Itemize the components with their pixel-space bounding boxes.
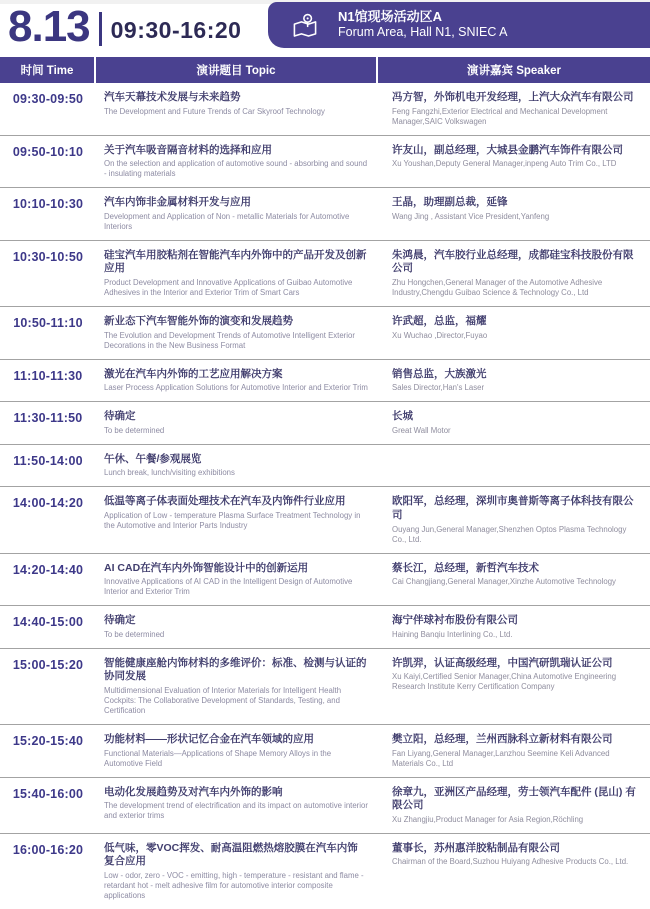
speaker-name-en: Sales Director,Han's Laser (392, 383, 485, 393)
topic-title-en: Low - odor, zero - VOC - emitting, high - temperature - resistant and flame - retardant hot - melt adhesive film for automotive interior composite applications (104, 871, 364, 900)
table-row (0, 83, 650, 136)
topic-title-en: Application of Low - temperature Plasma Surface Treatment Technology in the Automotive and Interior Parts Industry (104, 511, 361, 530)
table-row (0, 649, 650, 725)
topic-title-cn: 新业态下汽车智能外饰的演变和发展趋势 (104, 314, 293, 327)
speaker-name-cn: 樊立阳，总经理，兰州西脉科立新材料有限公司 (392, 732, 613, 745)
session-topic (96, 91, 378, 127)
session-speaker (378, 562, 650, 598)
speaker-name-en: Feng Fangzhi,Exterior Electrical and Mechanical Development Manager,SAIC Volkswagen (392, 106, 608, 126)
topic-title-en: The development trend of electrification and its impact on automotive interior and exterior trims (104, 801, 368, 821)
topic-title-cn: 午休、午餐/参观展览 (104, 452, 202, 465)
table-row (0, 487, 650, 553)
topic-title-cn: 汽车内饰非金属材料开发与应用 (104, 196, 251, 209)
location-name-cn: N1馆现场活动区A (338, 9, 443, 25)
column-header-speaker: 演讲嘉宾 Speaker (467, 65, 561, 77)
session-speaker (378, 196, 650, 232)
topic-title-cn: 待确定 (104, 410, 136, 423)
session-topic (96, 453, 378, 479)
table-header (0, 57, 650, 83)
session-time: 10:10-10:30 (12, 197, 84, 212)
schedule-rows (0, 83, 650, 909)
session-speaker (378, 495, 650, 544)
session-speaker (378, 786, 650, 825)
table-row (0, 606, 650, 649)
session-topic (96, 733, 378, 769)
speaker-name-en: Chairman of the Board,Suzhou Huiyang Adhesive Products Co., Ltd. (392, 857, 629, 867)
map-pin-icon (290, 11, 320, 39)
table-row (0, 445, 650, 488)
event-time-range: 09:30-16:20 (110, 16, 242, 43)
topic-title-cn: 功能材料——形状记忆合金在汽车领域的应用 (104, 732, 314, 745)
speaker-name-cn: 许凯羿，认证高级经理，中国汽研凯瑞认证公司 (392, 656, 613, 669)
session-topic (96, 786, 378, 825)
table-row (0, 402, 650, 445)
table-row (0, 188, 650, 241)
session-speaker (378, 315, 650, 351)
speaker-name-cn: 海宁伴球衬布股份有限公司 (392, 614, 518, 627)
table-row (0, 554, 650, 607)
topic-title-cn: 智能健康座舱内饰材料的多维评价：标准、检测与认证的协同发展 (104, 656, 367, 683)
speaker-name-cn: 销售总监，大族激光 (392, 367, 487, 380)
speaker-name-cn: 欧阳军，总经理，深圳市奥普斯等离子体科技有限公司 (392, 495, 634, 521)
speaker-name-cn: 许友山，副总经理，大城县金鹏汽车饰件有限公司 (392, 143, 623, 156)
event-date: 8.13 (8, 2, 90, 51)
session-speaker (378, 614, 650, 640)
topic-title-en: The Development and Future Trends of Car Skyroof Technology (104, 106, 325, 116)
session-time: 14:40-15:00 (12, 615, 84, 630)
topic-title-en: On the selection and application of automotive sound - absorbing and sound - insulating materials (104, 159, 368, 179)
page-header (0, 0, 650, 56)
topic-title-cn: 电动化发展趋势及对汽车内外饰的影响 (104, 785, 283, 798)
session-topic (96, 562, 378, 598)
session-time: 11:10-11:30 (13, 368, 83, 383)
table-row (0, 778, 650, 834)
topic-title-en: Multidimensional Evaluation of Interior Materials for Intelligent Health Cockpits: The Collaborative Development of Standards, Testing, and Certification (104, 686, 342, 715)
speaker-name-en: Fan Liyang,General Manager,Lanzhou Seemine Keli Advanced Materials Co., Ltd (392, 748, 610, 768)
speaker-name-cn: 冯方智，外饰机电开发经理，上汽大众汽车有限公司 (392, 91, 634, 103)
session-time: 14:20-14:40 (12, 562, 84, 577)
speaker-name-en: Xu Zhangjiu,Product Manager for Asia Region,Röchling (392, 814, 584, 824)
session-time: 14:00-14:20 (12, 496, 84, 511)
speaker-name-en: Zhu Hongchen,General Manager of the Automotive Adhesive Industry,Chengdu Guibao Science & Technology Co., Ltd (392, 278, 603, 297)
topic-title-en: Functional Materials—Applications of Shape Memory Alloys in the Automotive Field (104, 748, 332, 768)
speaker-name-en: Xu Wuchao ,Director,Fuyao (392, 330, 488, 340)
location-text (338, 9, 508, 41)
session-topic (96, 614, 378, 640)
topic-title-cn: 低温等离子体表面处理技术在汽车及内饰件行业应用 (104, 495, 346, 508)
session-time: 15:20-15:40 (12, 733, 84, 748)
speaker-name-cn: 蔡长江，总经理，新哲汽车技术 (392, 561, 539, 574)
table-row (0, 136, 650, 189)
speaker-name-en: Haining Banqiu Interlining Co., Ltd. (392, 629, 513, 639)
topic-title-en: To be determined (104, 629, 165, 639)
session-time: 10:30-10:50 (12, 249, 84, 264)
topic-title-cn: 待确定 (104, 614, 136, 627)
session-topic (96, 368, 378, 394)
session-time: 10:50-11:10 (13, 315, 83, 330)
speaker-name-en: Great Wall Motor (392, 425, 451, 435)
session-speaker (378, 657, 650, 716)
session-time: 11:30-11:50 (13, 411, 83, 426)
session-speaker (378, 368, 650, 394)
session-speaker (378, 144, 650, 180)
session-speaker (378, 842, 650, 901)
topic-title-cn: 激光在汽车内外饰的工艺应用解决方案 (104, 367, 283, 380)
session-speaker (378, 453, 650, 479)
topic-title-cn: 低气味，零VOC挥发、耐高温阻燃热熔胶膜在汽车内饰复合应用 (104, 841, 358, 868)
topic-title-en: Development and Application of Non - metallic Materials for Automotive Interiors (104, 211, 350, 231)
speaker-name-cn: 朱鸿晨，汽车胶行业总经理，成都硅宝科技股份有限公司 (392, 248, 634, 275)
topic-title-en: To be determined (104, 425, 165, 435)
session-topic (96, 410, 378, 436)
session-topic (96, 842, 378, 901)
session-topic (96, 196, 378, 232)
topic-title-en: The Evolution and Development Trends of Automotive Intelligent Exterior Decorations in the New Business Format (104, 330, 355, 350)
table-row (0, 725, 650, 778)
topic-title-cn: 硅宝汽车用胶粘剂在智能汽车内外饰中的产品开发及创新应用 (104, 248, 367, 275)
speaker-name-cn: 长城 (392, 410, 413, 423)
speaker-name-cn: 王晶，助理副总裁，延锋 (392, 196, 508, 209)
session-time: 09:50-10:10 (12, 144, 84, 159)
column-header-time: 时间 Time (0, 57, 96, 83)
date-block (8, 4, 241, 50)
session-time: 15:40-16:00 (12, 786, 84, 801)
topic-title-en: Laser Process Application Solutions for Automotive Interior and Exterior Trim (104, 383, 368, 393)
session-speaker (378, 249, 650, 298)
speaker-name-cn: 董事长，苏州惠洋胶粘制品有限公司 (392, 841, 560, 854)
topic-title-cn: AI CAD在汽车内外饰智能设计中的创新运用 (104, 561, 309, 574)
speaker-name-en: Xu Kaiyi,Certified Senior Manager,China Automotive Engineering Research Institute Kerry Certification Company (392, 672, 617, 692)
session-time: 16:00-16:20 (12, 842, 84, 857)
session-time: 15:00-15:20 (12, 657, 84, 672)
topic-title-en: Innovative Applications of AI CAD in the Intelligent Design of Automotive Interior and Exterior Trim (104, 577, 353, 597)
speaker-name-en: Wang Jing , Assistant Vice President,Yanfeng (392, 211, 550, 221)
topic-title-cn: 汽车天幕技术发展与未来趋势 (104, 91, 241, 103)
table-row (0, 307, 650, 360)
session-topic (96, 315, 378, 351)
table-row (0, 360, 650, 403)
speaker-name-en: Cai Changjiang,General Manager,Xinzhe Automotive Technology (392, 577, 616, 587)
session-topic (96, 144, 378, 180)
table-row (0, 834, 650, 909)
column-header-topic: 演讲题目 Topic (96, 57, 378, 83)
date-separator (99, 12, 102, 46)
speaker-name-en: Xu Youshan,Deputy General Manager,inpeng Auto Trim Co., LTD (392, 159, 617, 169)
session-speaker (378, 733, 650, 769)
location-banner (268, 2, 650, 48)
topic-title-en: Product Development and Innovative Applications of Guibao Automotive Adhesives in the Interior and Exterior Trim of Smart Cars (104, 278, 353, 297)
speaker-name-cn: 徐章九，亚洲区产品经理，劳士领汽车配件 (昆山) 有限公司 (392, 785, 636, 812)
speaker-name-en: Ouyang Jun,General Manager,Shenzhen Optos Plasma Technology Co., Ltd. (392, 524, 627, 544)
session-topic (96, 495, 378, 544)
topic-title-en: Lunch break, lunch/visiting exhibitions (104, 468, 235, 478)
location-name-en: Forum Area, Hall N1, SNIEC A (338, 25, 508, 40)
table-row (0, 241, 650, 307)
session-time: 11:50-14:00 (13, 453, 83, 468)
session-speaker (378, 410, 650, 436)
session-topic (96, 657, 378, 716)
session-topic (96, 249, 378, 298)
session-time: 09:30-09:50 (12, 92, 84, 106)
topic-title-cn: 关于汽车吸音隔音材料的选择和应用 (104, 143, 272, 156)
speaker-name-cn: 许武超，总监，福耀 (392, 314, 487, 327)
session-speaker (378, 91, 650, 127)
